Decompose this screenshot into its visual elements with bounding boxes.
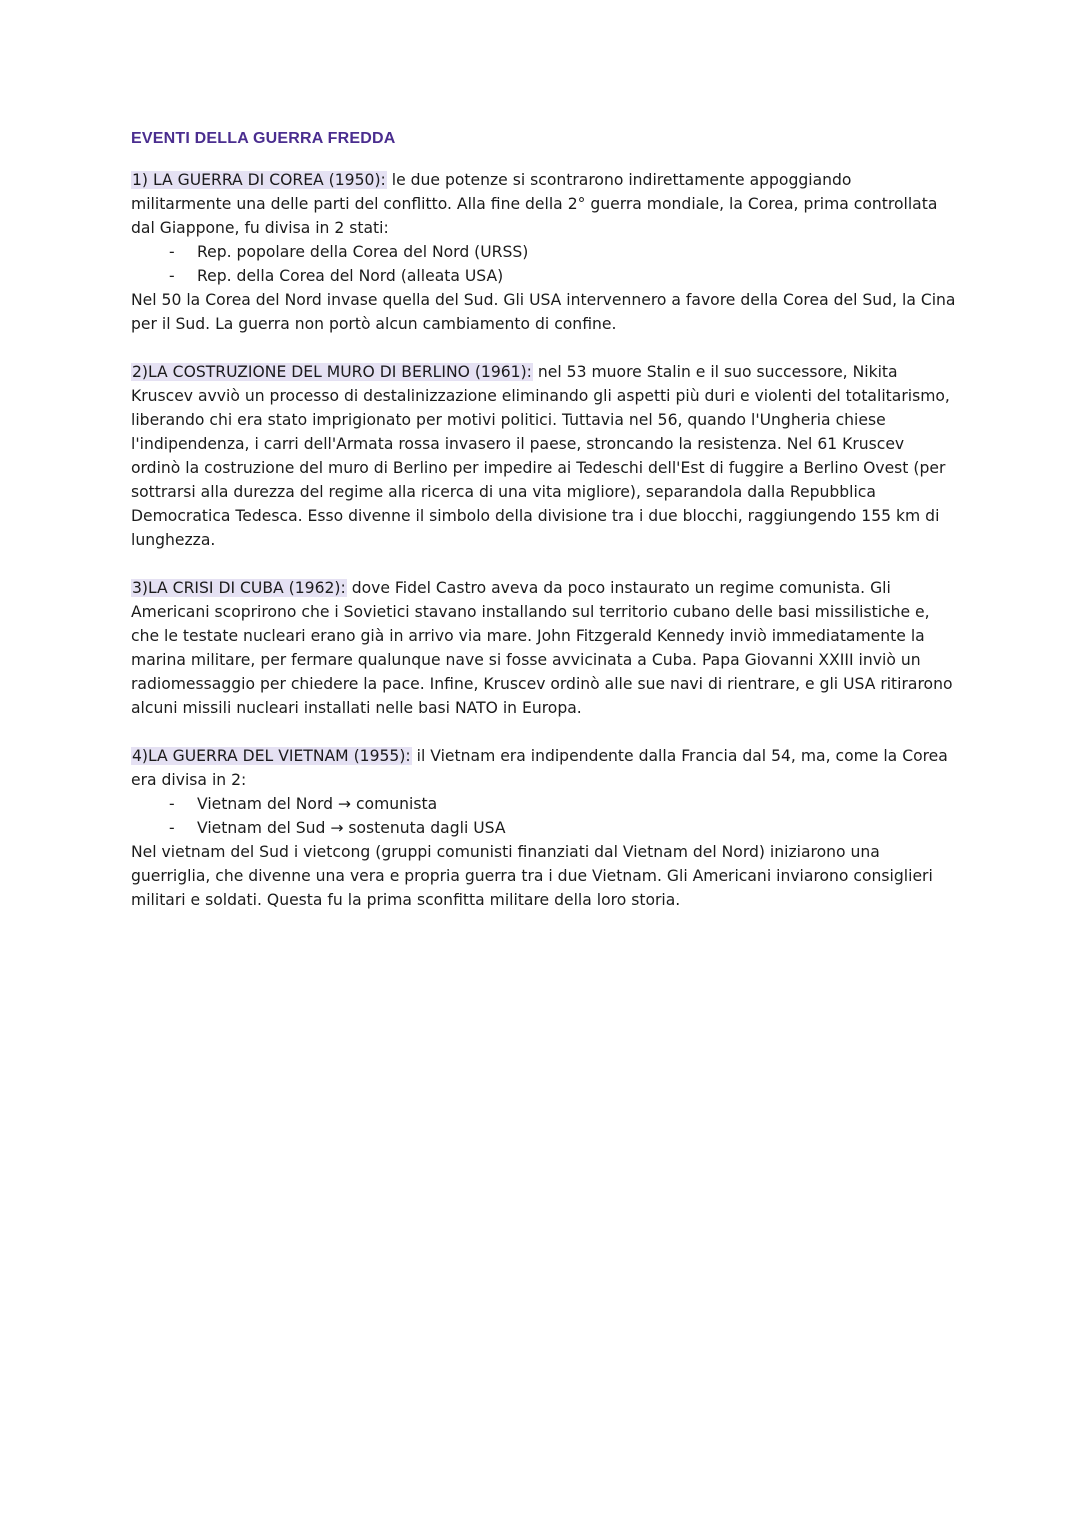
list-item: - Rep. popolare della Corea del Nord (URSS) xyxy=(131,240,956,264)
section-cuba-crisis xyxy=(131,576,956,720)
section-berlin-wall xyxy=(131,360,956,552)
section-intro: nel 53 muore Stalin e il suo successore, Nikita Kruscev avviò un processo di destalinizzazione eliminando gli aspetti più duri e violenti del totalitarismo, liberando chi era stato imprigionato per motivi politici. Tuttavia nel 56, quando l'Ungheria chiese l'indipendenza, i carri dell'Armata rossa invasero il paese, stroncando la resistenza. Nel 61 Kruscev ordinò la costruzione del muro di Berlino per impedire ai Tedeschi dell'Est di fuggire a Berlino Ovest (per sottrarsi alla durezza del regime alla ricerca di una vita migliore), separandola dalla Repubblica Democratica Tedesca. Esso divenne il simbolo della divisione tra i due blocchi, raggiungendo 155 km di lunghezza. xyxy=(131,363,950,549)
list-item: - Vietnam del Nord → comunista xyxy=(131,792,956,816)
section-intro: le due potenze si scontrarono indirettamente appoggiando militarmente una delle parti del conflitto. Alla fine della 2° guerra mondiale, la Corea, prima controllata dal Giappone, fu divisa in 2 stati: xyxy=(131,171,938,237)
section-paragraph xyxy=(131,744,956,792)
section-list xyxy=(131,240,956,288)
section-after: Nel vietnam del Sud i vietcong (gruppi comunisti finanziati dal Vietnam del Nord) iniziarono una guerriglia, che divenne una vera e propria guerra tra i due Vietnam. Gli Americani inviarono consiglieri militari e soldati. Questa fu la prima sconfitta militare della loro storia. xyxy=(131,843,933,909)
list-item: - Rep. della Corea del Nord (alleata USA) xyxy=(131,264,956,288)
section-heading: 1) LA GUERRA DI COREA (1950): xyxy=(132,171,386,189)
section-vietnam-war xyxy=(131,744,956,912)
section-heading: 4)LA GUERRA DEL VIETNAM (1955): xyxy=(132,747,411,765)
section-intro: il Vietnam era indipendente dalla Francia dal 54, ma, come la Corea era divisa in 2: xyxy=(131,747,948,789)
section-korean-war xyxy=(131,168,956,336)
section-after: Nel 50 la Corea del Nord invase quella del Sud. Gli USA intervennero a favore della Corea del Sud, la Cina per il Sud. La guerra non portò alcun cambiamento di confine. xyxy=(131,291,956,333)
section-intro: dove Fidel Castro aveva da poco instaurato un regime comunista. Gli Americani scoprirono che i Sovietici stavano installando sul territorio cubano delle basi missilistiche e, che le testate nucleari erano già in arrivo via mare. John Fitzgerald Kennedy inviò immediatamente la marina militare, per fermare qualunque nave si fosse avvicinata a Cuba. Papa Giovanni XXIII inviò un radiomessaggio per chiedere la pace. Infine, Kruscev ordinò alle sue navi di rientrare, e gli USA ritirarono alcuni missili nucleari installati nelle basi NATO in Europa. xyxy=(131,579,953,717)
section-list xyxy=(131,792,956,840)
section-paragraph xyxy=(131,168,956,240)
section-paragraph xyxy=(131,576,956,720)
section-paragraph xyxy=(131,360,956,552)
document-title: EVENTI DELLA GUERRA FREDDA xyxy=(131,130,396,147)
list-item: - Vietnam del Sud → sostenuta dagli USA xyxy=(131,816,956,840)
section-heading: 2)LA COSTRUZIONE DEL MURO DI BERLINO (1961): xyxy=(132,363,532,381)
section-heading: 3)LA CRISI DI CUBA (1962): xyxy=(132,579,346,597)
document-page xyxy=(131,128,956,936)
